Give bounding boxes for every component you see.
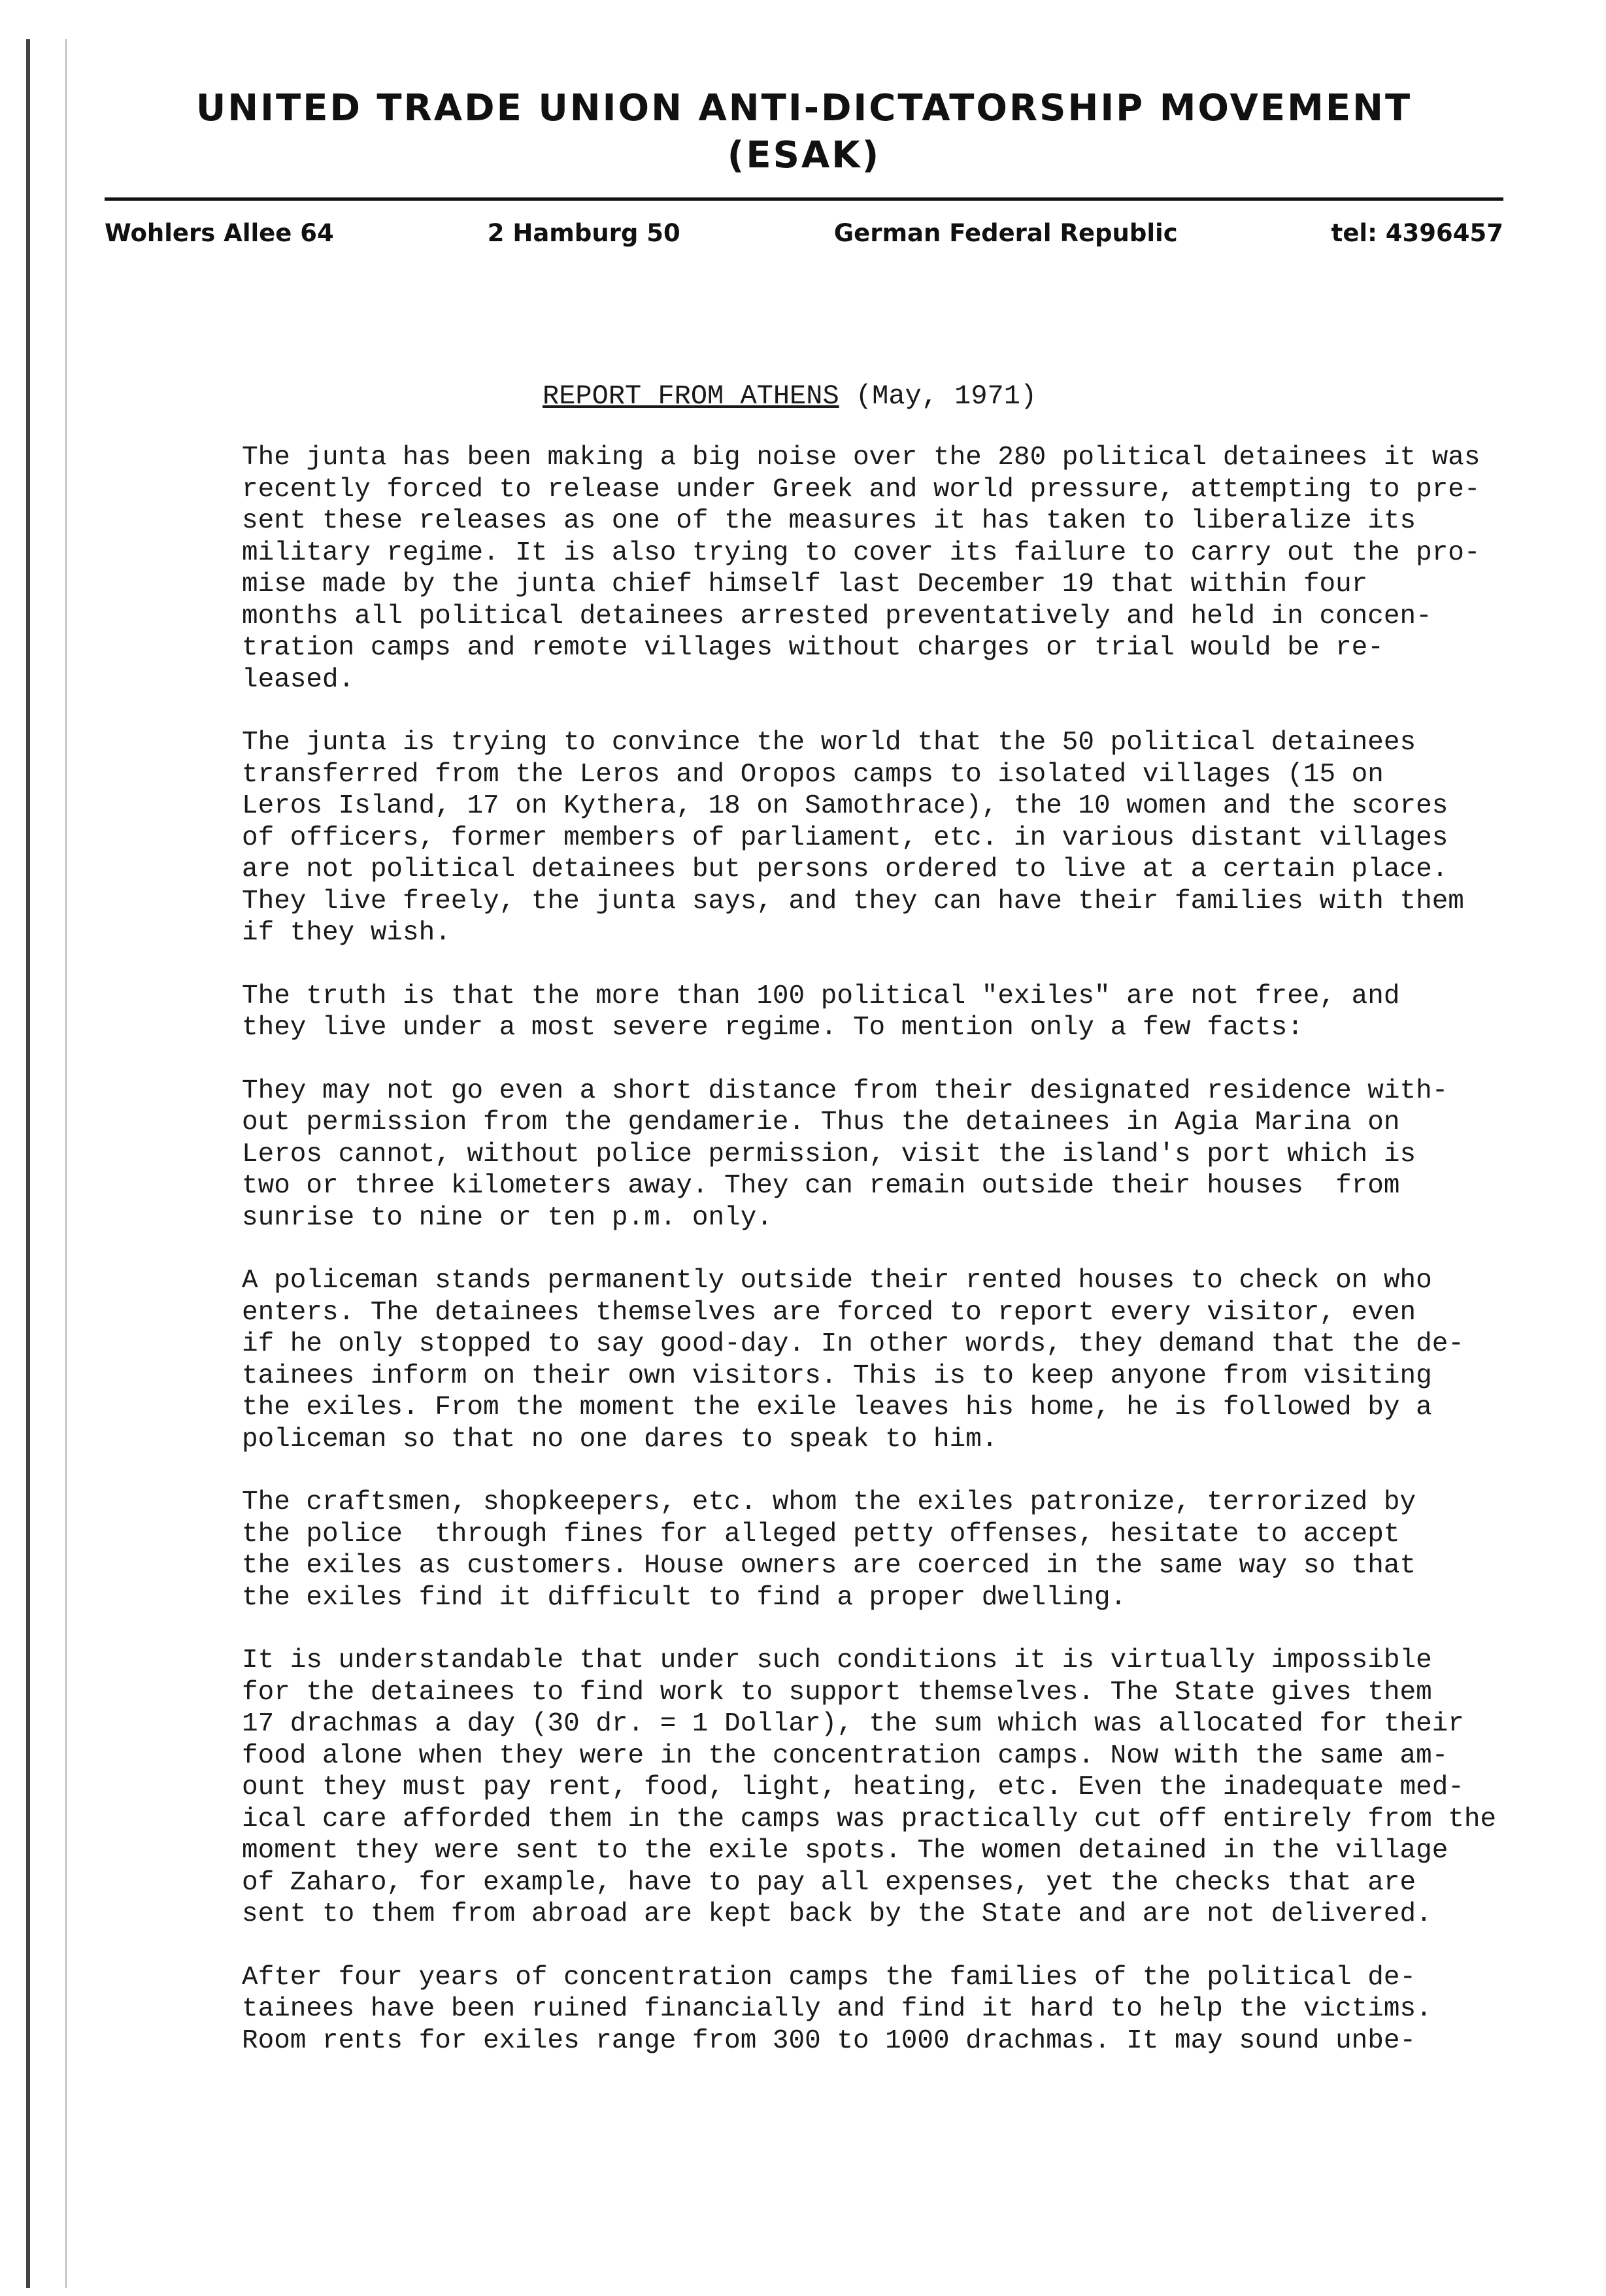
paragraph	[242, 727, 1601, 949]
text-line: the police through fines for alleged petty offenses, hesitate to accept	[242, 1519, 1400, 1549]
text-line: The truth is that the more than 100 political "exiles" are not free, and	[242, 981, 1400, 1011]
text-line: moment they were sent to the exile spots. The women detained in the village	[242, 1836, 1448, 1866]
text-line: transferred from the Leros and Oropos camps to isolated villages (15 on	[242, 759, 1384, 790]
text-line: Leros Island, 17 on Kythera, 18 on Samothrace), the 10 women and the scores	[242, 791, 1448, 821]
paragraph	[242, 1487, 1601, 1613]
text-line: Leros cannot, without police permission, visit the island's port which is	[242, 1139, 1416, 1170]
text-line: the exiles as customers. House owners are coerced in the same way so that	[242, 1551, 1416, 1581]
text-line: sent to them from abroad are kept back by the State and are not delivered.	[242, 1899, 1432, 1929]
letterhead	[105, 85, 1503, 179]
text-line: they live under a most severe regime. To mention only a few facts:	[242, 1013, 1303, 1043]
paragraph	[242, 981, 1601, 1044]
text-line: They may not go even a short distance from their designated residence with-	[242, 1075, 1448, 1106]
phone-number: tel: 4396457	[1331, 219, 1503, 247]
text-line: of officers, former members of parliament, etc. in various distant villages	[242, 822, 1448, 853]
report-title-text: REPORT FROM ATHENS	[543, 380, 839, 412]
country: German Federal Republic	[833, 219, 1178, 247]
street-address: Wohlers Allee 64	[105, 219, 334, 247]
text-line: sunrise to nine or ten p.m. only.	[242, 1202, 773, 1233]
text-line: if he only stopped to say good-day. In other words, they demand that the de-	[242, 1329, 1464, 1359]
paragraph	[242, 1265, 1601, 1455]
text-line: 17 drachmas a day (30 dr. = 1 Dollar), the sum which was allocated for their	[242, 1709, 1464, 1739]
text-line: are not political detainees but persons ordered to live at a certain place.	[242, 854, 1448, 885]
text-line: mise made by the junta chief himself last December 19 that within four	[242, 569, 1368, 599]
text-line: if they wish.	[242, 918, 451, 948]
paragraph	[242, 1962, 1601, 2057]
text-line: tainees inform on their own visitors. This is to keep anyone from visiting	[242, 1360, 1432, 1391]
paragraph	[242, 1645, 1601, 1931]
text-line: of Zaharo, for example, have to pay all expenses, yet the checks that are	[242, 1867, 1416, 1898]
city: 2 Hamburg 50	[487, 219, 680, 247]
text-line: enters. The detainees themselves are forced to report every visitor, even	[242, 1297, 1416, 1328]
paragraph	[242, 1075, 1601, 1234]
text-line: leased.	[242, 664, 355, 695]
text-line: for the detainees to find work to support themselves. The State gives them	[242, 1677, 1432, 1708]
text-line: the exiles. From the moment the exile leaves his home, he is followed by a	[242, 1393, 1432, 1423]
text-line: Room rents for exiles range from 300 to 1000 drachmas. It may sound unbe-	[242, 2025, 1416, 2056]
header-rule	[105, 197, 1503, 201]
text-line: After four years of concentration camps the families of the political de-	[242, 1962, 1416, 1993]
text-line: the exiles find it difficult to find a proper dwelling.	[242, 1582, 1127, 1613]
text-line: ical care afforded them in the camps was practically cut off entirely from the	[242, 1804, 1497, 1834]
text-line: two or three kilometers away. They can remain outside their houses from	[242, 1171, 1400, 1201]
text-line: The craftsmen, shopkeepers, etc. whom the exiles patronize, terrorized by	[242, 1487, 1416, 1517]
organization-name: UNITED TRADE UNION ANTI-DICTATORSHIP MOVEMENT	[195, 87, 1413, 129]
text-line: food alone when they were in the concentration camps. Now with the same am-	[242, 1740, 1448, 1771]
organization-abbreviation: (ESAK)	[727, 134, 881, 177]
margin-line	[65, 39, 67, 2288]
text-line: They live freely, the junta says, and they can have their families with them	[242, 886, 1464, 917]
report-title	[543, 380, 1037, 412]
report-body	[242, 442, 1601, 2088]
text-line: tainees have been ruined financially and find it hard to help the victims.	[242, 1994, 1432, 2024]
text-line: The junta has been making a big noise over the 280 political detainees it was	[242, 443, 1481, 473]
text-line: The junta is trying to convince the world that the 50 political detainees	[242, 728, 1416, 758]
text-line: sent these releases as one of the measures it has taken to liberalize its	[242, 506, 1416, 536]
text-line: policeman so that no one dares to speak to him.	[242, 1424, 998, 1455]
text-line: A policeman stands permanently outside their rented houses to check on who	[242, 1266, 1432, 1296]
text-line: military regime. It is also trying to cover its failure to carry out the pro-	[242, 537, 1481, 568]
text-line: ount they must pay rent, food, light, heating, etc. Even the inadequate med-	[242, 1772, 1464, 1802]
text-line: months all political detainees arrested preventatively and held in concen-	[242, 601, 1432, 632]
paragraph	[242, 442, 1601, 696]
text-line: out permission from the gendamerie. Thus the detainees in Agia Marina on	[242, 1107, 1400, 1138]
address-line	[105, 219, 1503, 247]
report-date: (May, 1971)	[855, 380, 1037, 412]
text-line: tration camps and remote villages without charges or trial would be re-	[242, 633, 1384, 663]
text-line: recently forced to release under Greek and world pressure, attempting to pre-	[242, 474, 1481, 505]
text-line: It is understandable that under such conditions it is virtually impossible	[242, 1646, 1432, 1676]
binding-edge	[26, 39, 30, 2288]
